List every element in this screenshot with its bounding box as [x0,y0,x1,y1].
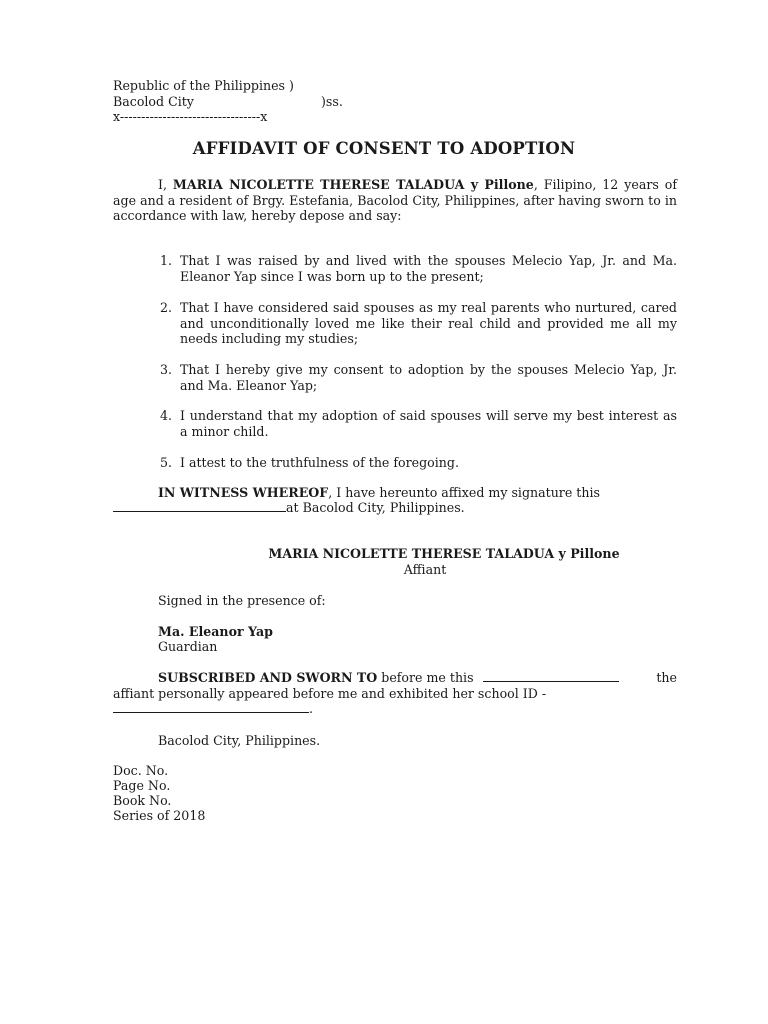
intro-rest: , Filipino, 12 years of age and a resident of Brgy. Estefania, Bacolod City, Philippines, after having sworn to in accordance with law, hereby depose and say: [113,177,678,223]
witness-bold: IN WITNESS WHEREOF [158,485,329,500]
venue-line-2-right: )ss. [321,94,343,109]
jurat-date-blank [483,670,619,682]
item-number: 1. [160,253,173,268]
jurat-end: . [309,701,314,716]
list-item: That I hereby give my consent to adoption by the spouses Melecio Yap, Jr. and Ma. Eleanor Yap; [180,362,677,393]
jurat-part2: the [656,670,677,685]
jurat-part1: before me this [377,670,474,685]
item-number: 3. [160,362,173,377]
witness-tail: at Bacolod City, Philippines. [286,500,465,515]
guardian-role: Guardian [158,639,218,654]
item-number: 4. [160,408,173,423]
witness-rest: , I have hereunto affixed my signature this [328,485,600,500]
page-no: Page No. [113,778,171,793]
list-item: That I was raised by and lived with the spouses Melecio Yap, Jr. and Ma. Eleanor Yap since I was born up to the present; [180,253,677,284]
intro-prefix: I, [158,177,173,192]
list-item: I understand that my adoption of said spouses will serve my best interest as a minor child. [180,408,677,439]
affiant-role: Affiant [403,562,447,577]
book-no: Book No. [113,793,172,808]
item-number: 5. [160,455,173,470]
venue-line-1: Republic of the Philippines ) [113,78,294,93]
affiant-name-intro: MARIA NICOLETTE THERESE TALADUA y Pillone [172,177,534,192]
school-id-blank [113,701,309,713]
jurat-bold: SUBSCRIBED AND SWORN TO [158,670,378,685]
place-line: Bacolod City, Philippines. [158,733,321,748]
list-item: I attest to the truthfulness of the foregoing. [180,455,459,470]
guardian-name: Ma. Eleanor Yap [158,624,273,639]
venue-line-2-left: Bacolod City [113,94,194,109]
date-blank [113,500,286,512]
list-item: That I have considered said spouses as my real parents who nurtured, cared and unconditionally loved me like their real child and provided me all my needs including my studies; [180,300,677,346]
doc-no: Doc. No. [113,763,169,778]
affiant-name-signature: MARIA NICOLETTE THERESE TALADUA y Pillone [268,546,620,561]
jurat-line-2: affiant personally appeared before me and exhibited her school ID - [113,686,547,701]
document-title: AFFIDAVIT OF CONSENT TO ADOPTION [192,139,576,158]
venue-separator: x---------------------------------x [113,109,268,124]
presence-label: Signed in the presence of: [158,593,326,608]
jurat-line-1 [158,670,677,686]
intro-paragraph [113,177,677,224]
witness-date-line [113,500,465,516]
item-number: 2. [160,300,173,315]
jurat-line-3 [113,701,313,717]
series-year: Series of 2018 [113,808,206,823]
witness-paragraph [113,485,677,501]
